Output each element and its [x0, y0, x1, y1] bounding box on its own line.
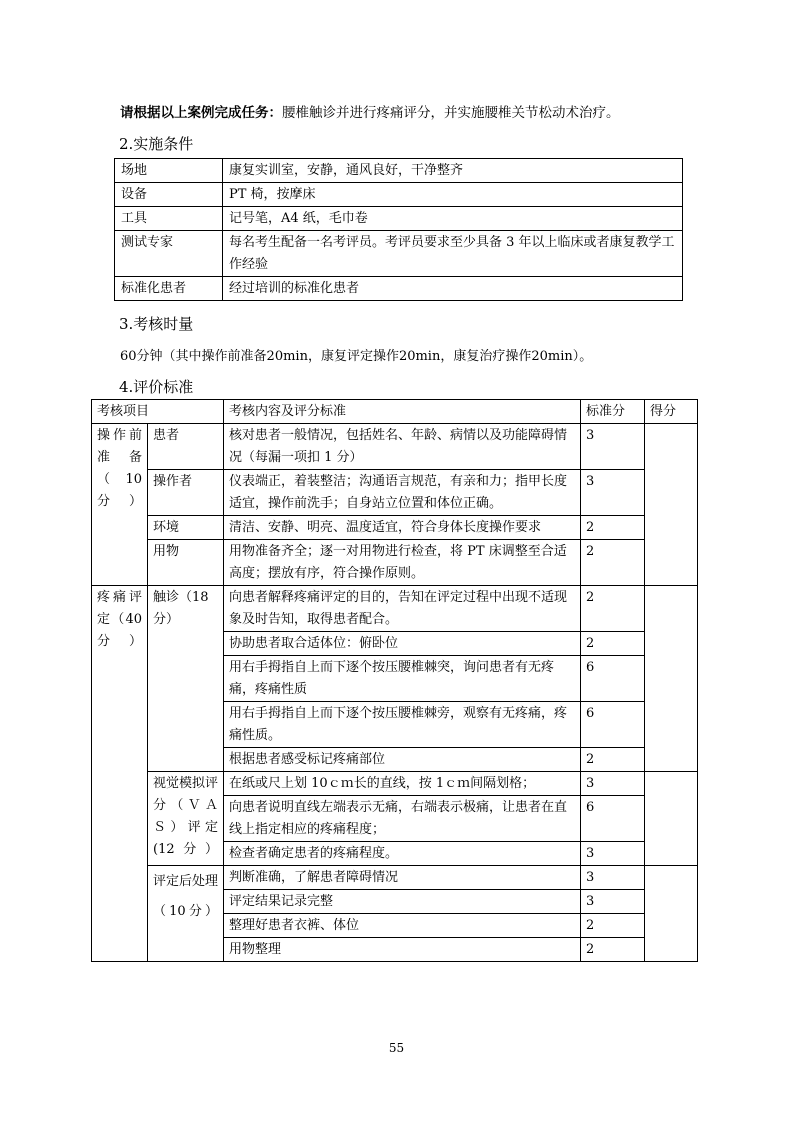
table-row	[115, 277, 683, 301]
standard-points: 2	[581, 516, 645, 540]
header-score: 得分	[645, 400, 698, 424]
sub-item-name: 用物	[148, 540, 224, 586]
table-row	[115, 207, 683, 231]
standard-points: 3	[581, 890, 645, 914]
standard-points: 6	[581, 656, 645, 702]
standard-points: 2	[581, 586, 645, 632]
condition-label: 场地	[115, 159, 223, 183]
page-number: 55	[388, 1041, 405, 1055]
conditions-table	[114, 158, 683, 301]
condition-label: 测试专家	[115, 231, 223, 277]
score-cell[interactable]	[645, 866, 698, 962]
condition-label: 标准化患者	[115, 277, 223, 301]
criteria-content: 整理好患者衣裤、体位	[224, 914, 581, 938]
header-standard: 标准分	[581, 400, 645, 424]
score-cell[interactable]	[645, 586, 698, 772]
table-row	[115, 183, 683, 207]
table-row	[92, 866, 698, 890]
criteria-content: 评定结果记录完整	[224, 890, 581, 914]
sub-item-name: 操作者	[148, 470, 224, 516]
criteria-content: 用物准备齐全；逐一对用物进行检查，将 PT 床调整至合适高度；摆放有序，符合操作原则。	[224, 540, 581, 586]
table-row	[115, 231, 683, 277]
time-limit-text: 60分钟（其中操作前准备20min，康复评定操作20min，康复治疗操作20min）。	[120, 349, 593, 364]
standard-points: 6	[581, 796, 645, 842]
condition-value: PT 椅，按摩床	[223, 183, 683, 207]
standard-points: 3	[581, 772, 645, 796]
table-row	[92, 516, 698, 540]
standard-points: 2	[581, 914, 645, 938]
table-row	[92, 470, 698, 516]
standard-points: 3	[581, 842, 645, 866]
section-2-title: 2.实施条件	[119, 135, 194, 153]
header-item: 考核项目	[92, 400, 224, 424]
standard-points: 2	[581, 748, 645, 772]
table-row	[92, 772, 698, 796]
standard-points: 6	[581, 702, 645, 748]
standard-points: 2	[581, 632, 645, 656]
criteria-content: 在纸或尺上划 10ｃｍ长的直线，按 1ｃｍ间隔划格；	[224, 772, 581, 796]
sub-item-name: 患者	[148, 424, 224, 470]
table-header-row	[92, 400, 698, 424]
criteria-content: 用右手拇指自上而下逐个按压腰椎棘旁，观察有无疼痛，疼痛性质。	[224, 702, 581, 748]
group-name: 操作前准备（10分）	[92, 424, 148, 586]
table-row	[115, 159, 683, 183]
criteria-content: 协助患者取合适体位：俯卧位	[224, 632, 581, 656]
criteria-content: 用右手拇指自上而下逐个按压腰椎棘突，询问患者有无疼痛，疼痛性质	[224, 656, 581, 702]
condition-value: 记号笔，A4 纸，毛巾卷	[223, 207, 683, 231]
criteria-content: 检查者确定患者的疼痛程度。	[224, 842, 581, 866]
condition-value: 经过培训的标准化患者	[223, 277, 683, 301]
criteria-content: 向患者解释疼痛评定的目的，告知在评定过程中出现不适现象及时告知，取得患者配合。	[224, 586, 581, 632]
condition-label: 工具	[115, 207, 223, 231]
header-content: 考核内容及评分标准	[224, 400, 581, 424]
criteria-content: 核对患者一般情况，包括姓名、年龄、病情以及功能障碍情况（每漏一项扣 1 分）	[224, 424, 581, 470]
condition-value: 康复实训室，安静，通风良好，干净整齐	[223, 159, 683, 183]
condition-label: 设备	[115, 183, 223, 207]
standard-points: 3	[581, 424, 645, 470]
table-row	[92, 424, 698, 470]
task-instruction	[120, 101, 620, 121]
standard-points: 2	[581, 938, 645, 962]
sub-item-name: 评定后处理（10分）	[148, 866, 224, 962]
table-row	[92, 540, 698, 586]
table-row	[92, 586, 698, 632]
criteria-content: 用物整理	[224, 938, 581, 962]
task-instruction-text: 腰椎触诊并进行疼痛评分，并实施腰椎关节松动术治疗。	[282, 105, 620, 121]
standard-points: 2	[581, 540, 645, 586]
group-name: 疼痛评定（40分）	[92, 586, 148, 962]
sub-item-name: 视觉模拟评分（ＶＡＳ）评定(12分）	[148, 772, 224, 866]
criteria-content: 根据患者感受标记疼痛部位	[224, 748, 581, 772]
sub-item-name: 触诊（18分）	[148, 586, 224, 772]
standard-points: 3	[581, 866, 645, 890]
score-cell[interactable]	[645, 424, 698, 586]
criteria-content: 仪表端正，着装整洁；沟通语言规范，有亲和力；指甲长度适宜，操作前洗手；自身站立位置和体位正确。	[224, 470, 581, 516]
criteria-content: 向患者说明直线左端表示无痛，右端表示极痛，让患者在直线上指定相应的疼痛程度；	[224, 796, 581, 842]
evaluation-table	[91, 399, 698, 962]
sub-item-name: 环境	[148, 516, 224, 540]
criteria-content: 判断准确，了解患者障碍情况	[224, 866, 581, 890]
task-instruction-label: 请根据以上案例完成任务：	[120, 105, 282, 121]
standard-points: 3	[581, 470, 645, 516]
condition-value: 每名考生配备一名考评员。考评员要求至少具备 3 年以上临床或者康复教学工作经验	[223, 231, 683, 277]
section-3-title: 3.考核时量	[119, 315, 194, 333]
section-4-title: 4.评价标准	[119, 378, 194, 396]
score-cell[interactable]	[645, 772, 698, 866]
criteria-content: 清洁、安静、明亮、温度适宜，符合身体长度操作要求	[224, 516, 581, 540]
